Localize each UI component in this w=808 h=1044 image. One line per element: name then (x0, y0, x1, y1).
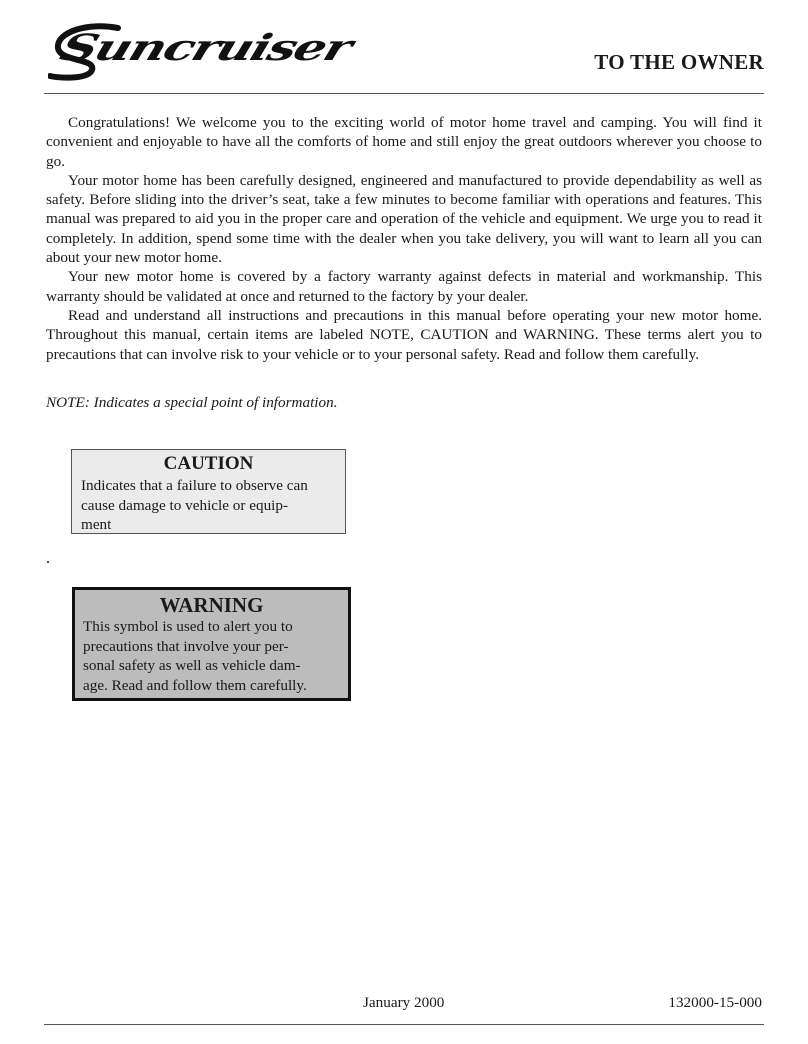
page-title: TO THE OWNER (594, 50, 764, 74)
caution-box (71, 449, 346, 534)
header-divider (44, 93, 764, 94)
warning-text (83, 617, 348, 695)
warning-line: This symbol is used to alert you to (83, 618, 293, 635)
warning-line: precautions that involve your per- (83, 637, 289, 655)
footer-date: January 2000 (363, 994, 445, 1011)
footer-divider (44, 1024, 764, 1025)
stray-mark (47, 561, 49, 563)
brand-logo: Suncruiser (55, 26, 357, 69)
caution-line: Indicates that a failure to observe can (81, 477, 308, 494)
paragraph-precautions: Read and understand all instructions and precautions in this manual before operating your new motor home. Throughout this manual, certain items are labeled NOTE, CAUTION and WARNING. These terms alert you to precautions that can involve risk to your vehicle or to your personal safety. Read and follow them carefully. (46, 306, 762, 363)
warning-line: age. Read and follow them carefully. (83, 676, 307, 694)
caution-title: CAUTION (163, 453, 254, 474)
paragraph-congratulations: Congratulations! We welcome you to the exciting world of motor home travel and camping. You will find it convenient and enjoyable to have all the comforts of home and still enjoy the great outdoors wherever you choose to go. (46, 114, 762, 170)
caution-line: cause damage to vehicle or equip- (81, 496, 289, 514)
warning-line: sonal safety as well as vehicle dam- (83, 657, 301, 675)
warning-title: WARNING (159, 593, 264, 617)
caution-text (81, 476, 345, 535)
intro-body (46, 113, 762, 364)
footer-document-code: 132000-15-000 (668, 994, 762, 1011)
note-definition: NOTE: Indicates a special point of information. (46, 394, 338, 411)
paragraph-warranty: Your new motor home is covered by a factory warranty against defects in material and workmanship. This warranty should be validated at once and returned to the factory by your dealer. (46, 268, 762, 305)
paragraph-design: Your motor home has been carefully designed, engineered and manufactured to provide dependability as well as safety. Before sliding into the driver’s seat, take a few minutes to become familiar with operations and features. This manual was prepared to aid you in the proper care and operation of the vehicle and equipment. We urge you to read it completely. In addition, spend some time with the dealer when you take delivery, you will want to learn all you can about your new motor home. (46, 171, 762, 267)
warning-box (72, 587, 351, 701)
caution-line: ment (81, 516, 112, 533)
